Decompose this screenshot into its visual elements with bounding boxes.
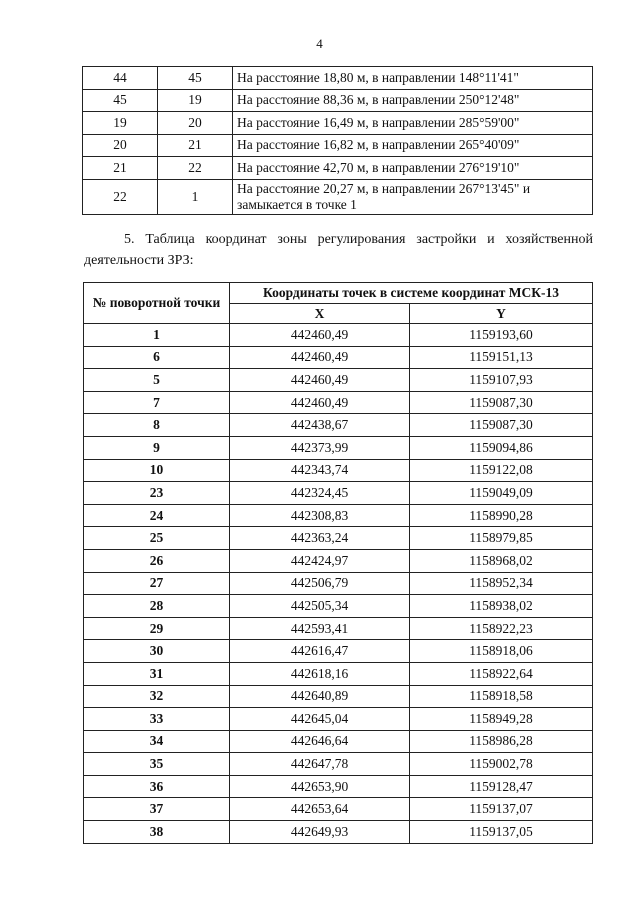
table-row: [84, 595, 593, 618]
x-coordinate-cell: 442640,89: [230, 685, 410, 708]
y-coordinate-cell: 1158952,34: [410, 572, 593, 595]
segment-row: [83, 157, 593, 180]
y-coordinate-cell: 1159094,86: [410, 436, 593, 459]
table-row: [84, 775, 593, 798]
point-number-cell: 8: [84, 414, 230, 437]
point-number-cell: 24: [84, 504, 230, 527]
table-row: [84, 708, 593, 731]
table-row: [84, 730, 593, 753]
segment-to-point: 22: [158, 157, 233, 180]
header-coordinate-system: Координаты точек в системе координат МСК-13: [230, 283, 593, 304]
x-coordinate-cell: 442460,49: [230, 391, 410, 414]
header-x: X: [230, 304, 410, 324]
table-row: [84, 753, 593, 776]
x-coordinate-cell: 442460,49: [230, 324, 410, 347]
x-coordinate-cell: 442647,78: [230, 753, 410, 776]
point-number-cell: 37: [84, 798, 230, 821]
point-number-cell: 31: [84, 662, 230, 685]
segment-description: На расстояние 16,49 м, в направлении 285°59'00": [233, 112, 593, 135]
point-number-cell: 5: [84, 369, 230, 392]
point-number-cell: 38: [84, 821, 230, 844]
x-coordinate-cell: 442506,79: [230, 572, 410, 595]
y-coordinate-cell: 1158922,64: [410, 662, 593, 685]
point-number-cell: 10: [84, 459, 230, 482]
table-row: [84, 482, 593, 505]
segment-row: [83, 179, 593, 214]
x-coordinate-cell: 442460,49: [230, 369, 410, 392]
page-number: 4: [316, 36, 323, 51]
point-number-cell: 32: [84, 685, 230, 708]
segment-row: [83, 134, 593, 157]
table-row: [84, 391, 593, 414]
header-point-number: № поворотной точки: [84, 283, 230, 324]
point-number-cell: 1: [84, 324, 230, 347]
x-coordinate-cell: 442653,64: [230, 798, 410, 821]
segment-from-point: 22: [83, 179, 158, 214]
table-row: [84, 798, 593, 821]
point-number-cell: 23: [84, 482, 230, 505]
table-row: [84, 527, 593, 550]
segment-row: [83, 89, 593, 112]
y-coordinate-cell: 1159087,30: [410, 414, 593, 437]
segment-row: [83, 112, 593, 135]
segment-description: На расстояние 42,70 м, в направлении 276°19'10": [233, 157, 593, 180]
x-coordinate-cell: 442653,90: [230, 775, 410, 798]
x-coordinate-cell: 442373,99: [230, 436, 410, 459]
coordinates-body: [84, 324, 593, 844]
y-coordinate-cell: 1158949,28: [410, 708, 593, 731]
table-row: [84, 821, 593, 844]
y-coordinate-cell: 1159087,30: [410, 391, 593, 414]
segment-to-point: 19: [158, 89, 233, 112]
segment-description: На расстояние 16,82 м, в направлении 265°40'09": [233, 134, 593, 157]
y-coordinate-cell: 1158968,02: [410, 549, 593, 572]
x-coordinate-cell: 442505,34: [230, 595, 410, 618]
y-coordinate-cell: 1159128,47: [410, 775, 593, 798]
point-number-cell: 6: [84, 346, 230, 369]
y-coordinate-cell: 1158918,06: [410, 640, 593, 663]
y-coordinate-cell: 1158986,28: [410, 730, 593, 753]
table-row: [84, 572, 593, 595]
table-row: [84, 504, 593, 527]
segment-to-point: 21: [158, 134, 233, 157]
table-row: [84, 685, 593, 708]
x-coordinate-cell: 442593,41: [230, 617, 410, 640]
table-row: [84, 346, 593, 369]
point-number-cell: 9: [84, 436, 230, 459]
segment-to-point: 20: [158, 112, 233, 135]
y-coordinate-cell: 1159049,09: [410, 482, 593, 505]
point-number-cell: 36: [84, 775, 230, 798]
point-number-cell: 27: [84, 572, 230, 595]
table-row: [84, 662, 593, 685]
y-coordinate-cell: 1159151,13: [410, 346, 593, 369]
x-coordinate-cell: 442649,93: [230, 821, 410, 844]
segment-from-point: 21: [83, 157, 158, 180]
table-row: [84, 369, 593, 392]
y-coordinate-cell: 1158918,58: [410, 685, 593, 708]
table-row: [84, 436, 593, 459]
x-coordinate-cell: 442645,04: [230, 708, 410, 731]
segment-from-point: 19: [83, 112, 158, 135]
x-coordinate-cell: 442363,24: [230, 527, 410, 550]
point-number-cell: 33: [84, 708, 230, 731]
coordinates-table: [83, 282, 593, 844]
segments-body: [83, 67, 593, 215]
x-coordinate-cell: 442438,67: [230, 414, 410, 437]
x-coordinate-cell: 442308,83: [230, 504, 410, 527]
point-number-cell: 25: [84, 527, 230, 550]
point-number-cell: 7: [84, 391, 230, 414]
table-row: [84, 640, 593, 663]
point-number-cell: 29: [84, 617, 230, 640]
y-coordinate-cell: 1159107,93: [410, 369, 593, 392]
point-number-cell: 26: [84, 549, 230, 572]
y-coordinate-cell: 1158979,85: [410, 527, 593, 550]
segment-from-point: 44: [83, 67, 158, 90]
point-number-cell: 35: [84, 753, 230, 776]
y-coordinate-cell: 1158922,23: [410, 617, 593, 640]
point-number-cell: 30: [84, 640, 230, 663]
table-row: [84, 459, 593, 482]
table-row: [84, 324, 593, 347]
segment-to-point: 45: [158, 67, 233, 90]
segment-description: На расстояние 20,27 м, в направлении 267°13'45" и замыкается в точке 1: [233, 179, 593, 214]
y-coordinate-cell: 1159137,07: [410, 798, 593, 821]
segment-from-point: 45: [83, 89, 158, 112]
segment-to-point: 1: [158, 179, 233, 214]
x-coordinate-cell: 442324,45: [230, 482, 410, 505]
table-row: [84, 414, 593, 437]
segment-description: На расстояние 18,80 м, в направлении 148°11'41": [233, 67, 593, 90]
x-coordinate-cell: 442646,64: [230, 730, 410, 753]
x-coordinate-cell: 442343,74: [230, 459, 410, 482]
y-coordinate-cell: 1159122,08: [410, 459, 593, 482]
x-coordinate-cell: 442616,47: [230, 640, 410, 663]
y-coordinate-cell: 1159137,05: [410, 821, 593, 844]
y-coordinate-cell: 1159193,60: [410, 324, 593, 347]
x-coordinate-cell: 442618,16: [230, 662, 410, 685]
point-number-cell: 34: [84, 730, 230, 753]
x-coordinate-cell: 442424,97: [230, 549, 410, 572]
section-heading: 5. Таблица координат зоны регулирования застройки и хозяйственной деятельности ЗРЗ:: [84, 232, 593, 268]
table-row: [84, 549, 593, 572]
table-row: [84, 617, 593, 640]
x-coordinate-cell: 442460,49: [230, 346, 410, 369]
header-y: Y: [410, 304, 593, 324]
segment-from-point: 20: [83, 134, 158, 157]
segment-row: [83, 67, 593, 90]
point-number-cell: 28: [84, 595, 230, 618]
segments-table: [82, 66, 593, 215]
y-coordinate-cell: 1158990,28: [410, 504, 593, 527]
y-coordinate-cell: 1158938,02: [410, 595, 593, 618]
y-coordinate-cell: 1159002,78: [410, 753, 593, 776]
segment-description: На расстояние 88,36 м, в направлении 250°12'48": [233, 89, 593, 112]
